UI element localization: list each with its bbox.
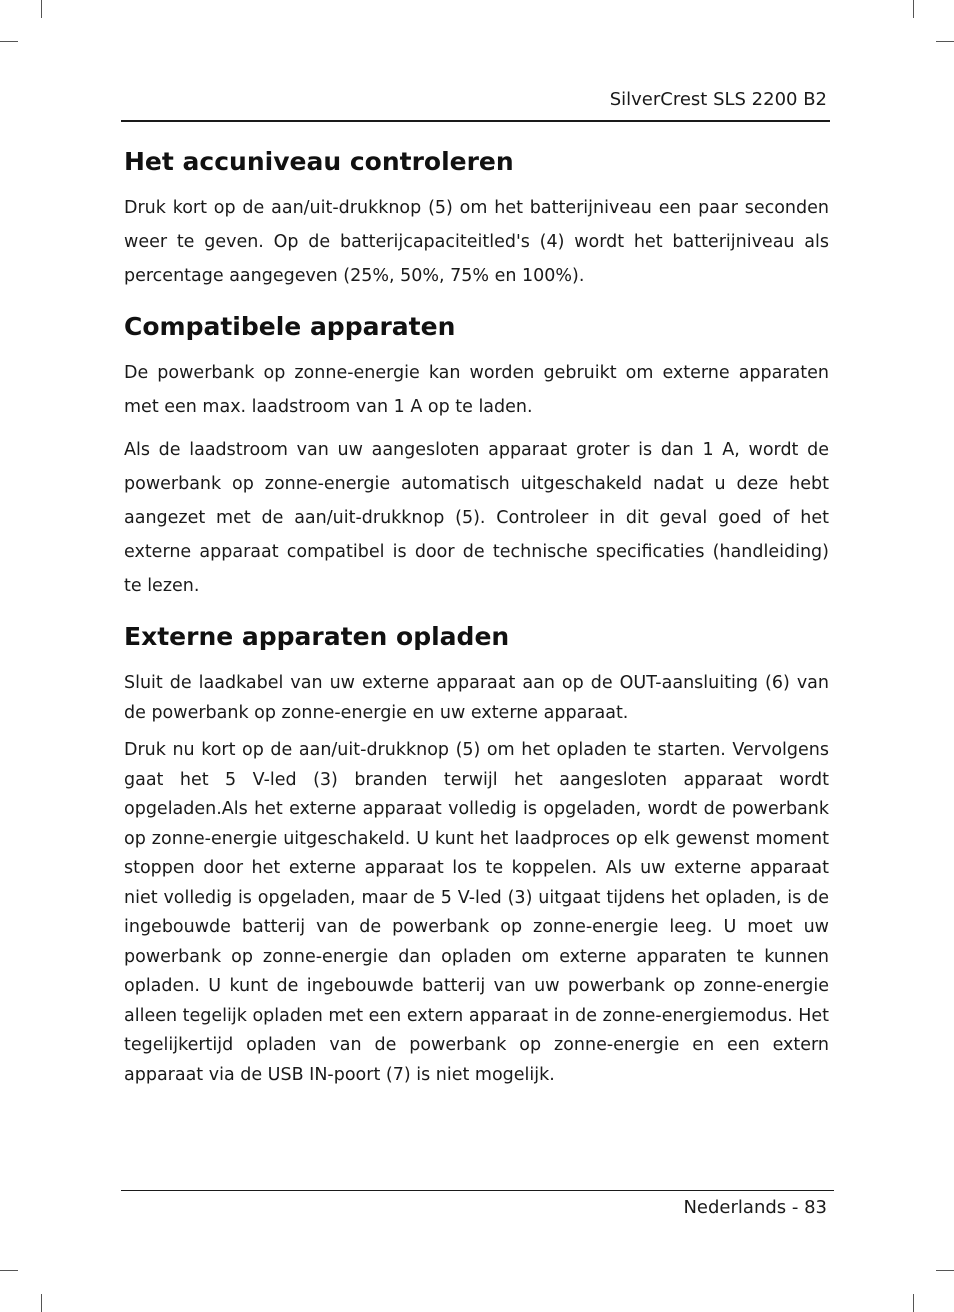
body-paragraph: Druk nu kort op de aan/uit-drukknop (5) om het opladen te starten. Vervolgens gaat het 5 V-led (3) branden terwijl het aangesloten apparaat wordt opgeladen.Als het externe apparaat volledig is opgeladen, wordt de powerbank op zonne-energie uitgeschakeld. U kunt het laadproces op elk gewenst moment stoppen door het externe apparaat los te koppelen. Als uw externe apparaat niet volledig is opgeladen, maar de 5 V-led (3) uitgaat tijdens het opladen, is de ingebouwde batterij van de powerbank op zonne-energie leeg. U moet uw powerbank op zonne-energie dan opladen om externe apparaten te kunnen opladen. U kunt de ingebouwde batterij van uw powerbank op zonne-energie alleen tegelijk opladen met een extern apparaat in de zonne-energiemodus. Het tegelijkertijd opladen van de powerbank op zonne-energie en een extern apparaat via de USB IN-poort (7) is niet mogelijk. [124,740,829,1085]
body-paragraph: De powerbank op zonne-energie kan worden gebruikt om externe apparaten met een max. laadstroom van 1 A op te laden. [124,363,829,417]
footer-rule [121,1190,834,1191]
body-paragraph: Sluit de laadkabel van uw externe apparaat aan op de OUT-aansluiting (6) van de powerbank op zonne-energie en uw externe apparaat. [124,673,829,723]
running-header: SilverCrest SLS 2200 B2 [609,89,827,110]
section-charge-external-devices [124,617,829,1090]
section-heading: Compatibele apparaten [124,312,456,341]
crop-mark [0,1270,18,1271]
section-compatible-devices [124,307,829,603]
crop-mark [936,1270,954,1271]
crop-mark [41,1294,42,1312]
crop-mark [0,41,18,42]
section-heading: Externe apparaten opladen [124,622,510,651]
body-paragraph: Als de laadstroom van uw aangesloten apparaat groter is dan 1 A, wordt de powerbank op zonne-energie automatisch uitgeschakeld nadat u deze hebt aangezet met de aan/uit-drukknop (5). Controleer in dit geval goed of het externe apparaat compatibel is door de technische specificaties (handleiding) te lezen. [124,440,829,596]
crop-mark [936,41,954,42]
page-content [124,142,829,1090]
page-number: Nederlands - 83 [683,1197,827,1218]
section-battery-level [124,142,829,293]
crop-mark [41,0,42,18]
crop-mark [913,1294,914,1312]
header-rule [121,120,830,122]
body-paragraph: Druk kort op de aan/uit-drukknop (5) om het batterijniveau een paar seconden weer te geven. Op de batterijcapaciteitled's (4) wordt het batterijniveau als percentage aangegeven (25%, 50%, 75% en 100%). [124,198,829,286]
section-heading: Het accuniveau controleren [124,147,514,176]
crop-mark [913,0,914,18]
